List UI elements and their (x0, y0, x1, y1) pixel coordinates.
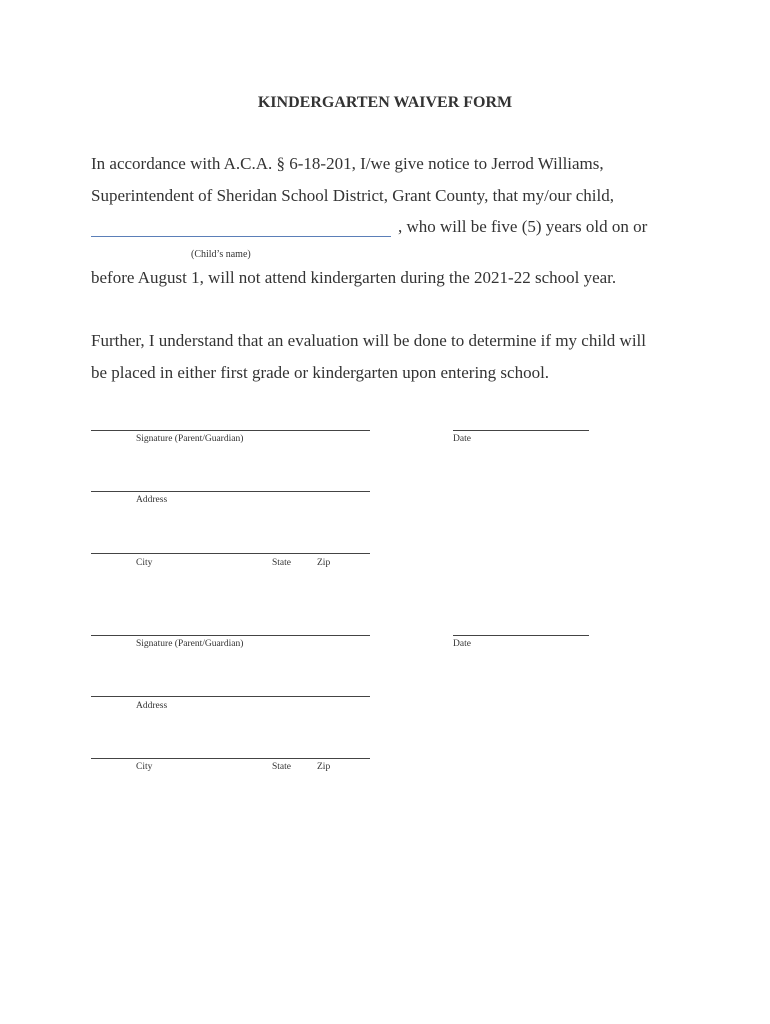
signature-label: Signature (Parent/Guardian) (136, 639, 244, 649)
form-title: KINDERGARTEN WAIVER FORM (257, 94, 513, 111)
city-state-zip-line[interactable] (91, 758, 370, 759)
city-label: City (136, 762, 153, 772)
zip-label: Zip (317, 762, 331, 772)
date-label: Date (453, 434, 471, 444)
city-state-zip-line[interactable] (91, 553, 370, 554)
child-name-field[interactable] (91, 236, 391, 237)
paragraph1-line2: Superintendent of Sheridan School District, Grant County, that my/our child, (91, 186, 614, 205)
signature-label: Signature (Parent/Guardian) (136, 434, 244, 444)
date-label: Date (453, 639, 471, 649)
state-label: State (272, 558, 291, 568)
city-label: City (136, 558, 153, 568)
paragraph1-line1: In accordance with A.C.A. § 6-18-201, I/we give notice to Jerrod Williams, (91, 154, 604, 173)
address-line[interactable] (91, 696, 370, 697)
state-label: State (272, 762, 291, 772)
zip-label: Zip (317, 558, 331, 568)
address-line[interactable] (91, 491, 370, 492)
paragraph2-line1: Further, I understand that an evaluation will be done to determine if my child will (91, 331, 646, 350)
address-label: Address (136, 701, 168, 711)
paragraph2-line2: be placed in either first grade or kindergarten upon entering school. (91, 363, 550, 382)
address-label: Address (136, 495, 168, 505)
date-line[interactable] (453, 635, 589, 636)
child-name-caption: (Child’s name) (191, 249, 251, 260)
date-line[interactable] (453, 430, 589, 431)
signature-line[interactable] (91, 430, 370, 431)
signature-line[interactable] (91, 635, 370, 636)
paragraph1-line3: , who will be five (5) years old on or (398, 217, 648, 236)
paragraph1-line4: before August 1, will not attend kindergarten during the 2021-22 school year. (91, 268, 617, 287)
